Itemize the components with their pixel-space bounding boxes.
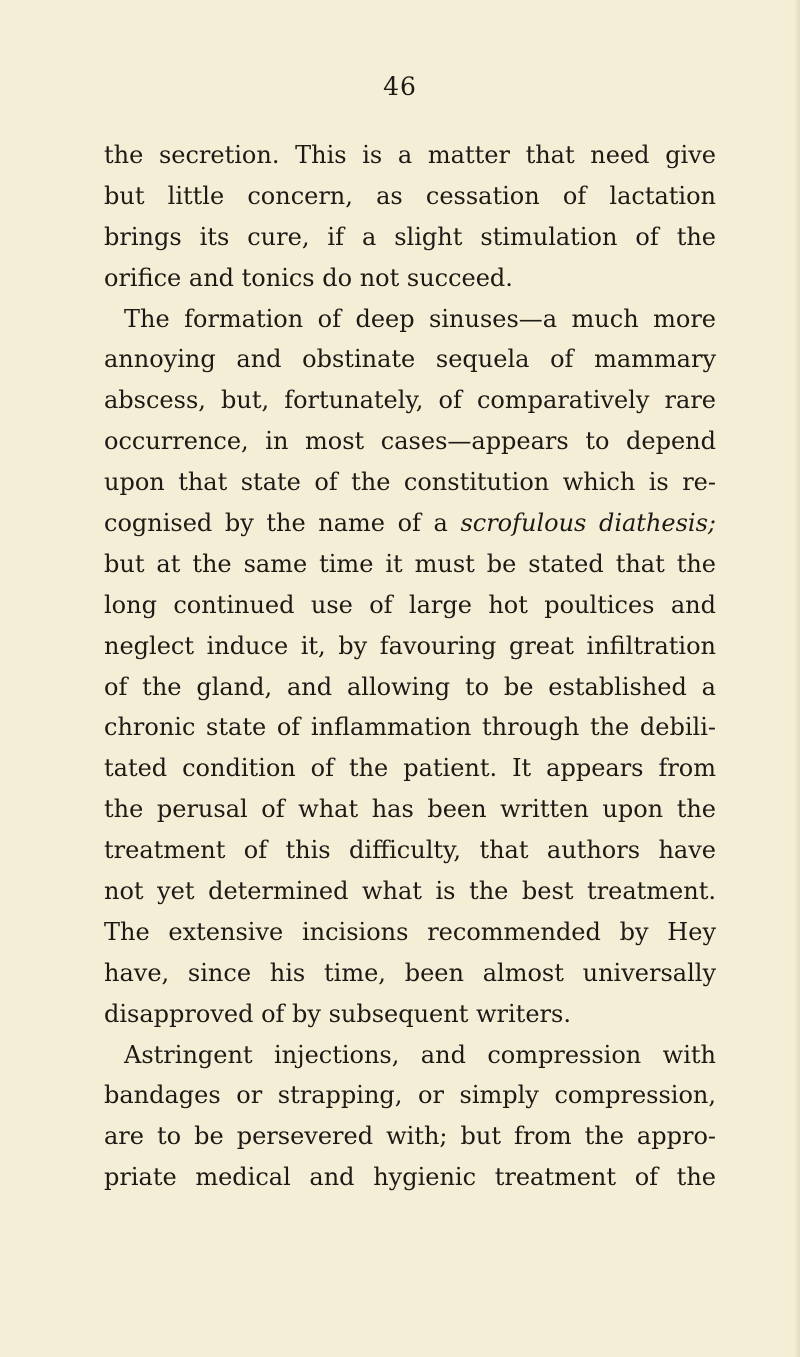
text-line: occurrence, in most cases—appears to depend (104, 427, 716, 456)
text-line: annoying and obstinate sequela of mammary (104, 345, 716, 374)
text-line: orifice and tonics do not succeed. (104, 263, 513, 292)
text-line: bandages or strapping, or simply compression, (104, 1081, 716, 1110)
text-line-roman: cognised by the name of a (104, 509, 461, 538)
text-line: neglect induce it, by favouring great infiltration (104, 631, 716, 660)
text-line: are to be persevered with; but from the appro- (104, 1122, 716, 1151)
text-line: the secretion. This is a matter that need give (104, 141, 716, 169)
text-line: upon that state of the constitution which is re- (104, 468, 716, 497)
text-line: the perusal of what has been written upon the (104, 795, 716, 824)
page-edge-shadow (794, 0, 800, 1357)
page-number: 46 (383, 72, 417, 101)
text-line: of the gland, and allowing to be established a (104, 672, 716, 701)
text-line: tated condition of the patient. It appears from (104, 754, 716, 783)
text-line: Astringent injections, and compression with (124, 1040, 716, 1069)
text-line: long continued use of large hot poultices and (104, 590, 716, 619)
text-line: The formation of deep sinuses—a much more (124, 304, 716, 333)
body-text (104, 135, 716, 1198)
text-line: The extensive incisions recommended by Hey (104, 917, 716, 946)
text-line: chronic state of inflammation through the debili- (104, 713, 716, 742)
text-line: but at the same time it must be stated that the (104, 549, 716, 578)
text-line (104, 503, 716, 544)
text-line: abscess, but, fortunately, of comparatively rare (104, 386, 716, 415)
text-line: brings its cure, if a slight stimulation of the (104, 222, 716, 251)
text-line: have, since his time, been almost universally (104, 958, 716, 987)
text-line: disapproved of by subsequent writers. (104, 999, 571, 1028)
text-line: treatment of this difficulty, that authors have (104, 836, 716, 865)
text-line: priate medical and hygienic treatment of the (104, 1163, 716, 1192)
italic-phrase: scrofulous diathesis; (460, 509, 716, 538)
text-line: but little concern, as cessation of lactation (104, 181, 716, 210)
text-line: not yet determined what is the best treatment. (104, 877, 716, 906)
